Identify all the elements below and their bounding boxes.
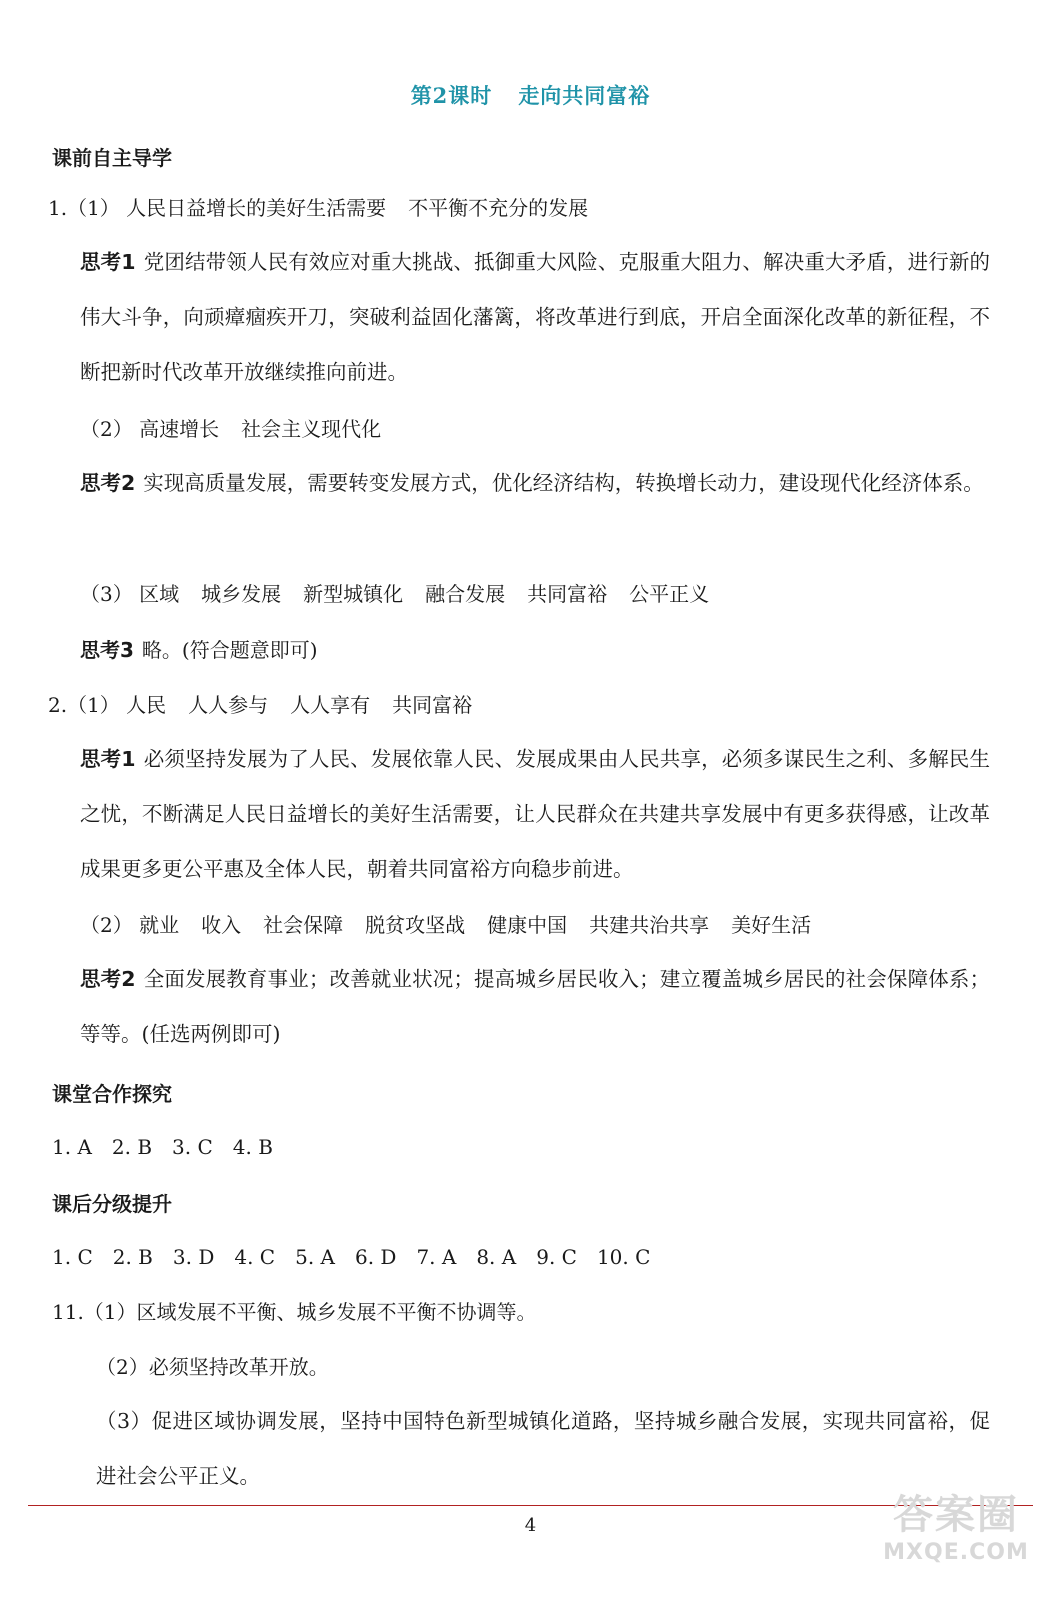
q1-part3 (80, 580, 731, 608)
watermark-logo (881, 1490, 1031, 1578)
q11-part3-text: 促进区域协调发展，坚持中国特色新型城镇化道路，坚持城乡融合发展，实现共同富裕，促进社会公平正义。 (96, 1409, 990, 1488)
q2-part1-item: 人人享有 (290, 693, 371, 717)
after-class-answers: 1. C 2. B 3. D 4. C 5. A 6. D 7. A 8. A 9. C 10. C (52, 1245, 651, 1269)
q11-part2-text: 必须坚持改革开放。 (148, 1355, 329, 1379)
q2-part2-item: 脱贫攻坚战 (365, 913, 466, 937)
q1-part3-item: 共同富裕 (527, 582, 608, 606)
q2-part1-item: 人人参与 (188, 693, 269, 717)
think-label: 思考1 (80, 747, 136, 771)
q1-part1-label: 1.（1） (48, 196, 120, 220)
think-label: 思考1 (80, 250, 136, 274)
q2-part1-item: 人民 (126, 693, 167, 717)
q1-think1 (80, 235, 990, 400)
think-text: 略。(符合题意即可) (141, 638, 318, 662)
page-number: 4 (524, 1515, 537, 1536)
think-text: 必须坚持发展为了人民、发展依靠人民、发展成果由人民共享，必须多谋民生之利、多解民生之忧，不断满足人民日益增长的美好生活需要，让人民群众在共建共享发展中有更多获得感，让改革成果更多更公平惠及全体人民，朝着共同富裕方向稳步前进。 (80, 747, 991, 881)
q2-part1-label: 2.（1） (48, 693, 120, 717)
q2-part2-item: 美好生活 (731, 913, 812, 937)
q2-part1-item: 共同富裕 (392, 693, 473, 717)
q1-part2-item: 高速增长 (139, 417, 220, 441)
q1-think2 (80, 456, 990, 511)
lesson-title (0, 80, 1061, 110)
q1-part2-label: （2） (80, 417, 133, 441)
think-label: 思考3 (80, 638, 134, 662)
q1-part3-label: （3） (80, 582, 133, 606)
q11-part1-label: 11.（1） (52, 1300, 137, 1324)
watermark-text: 答案圈 (893, 1492, 1019, 1538)
q1-part3-item: 公平正义 (629, 582, 710, 606)
think-label: 思考2 (80, 967, 136, 991)
q11-part1-text: 区域发展不平衡、城乡发展不平衡不协调等。 (136, 1300, 537, 1324)
section-after-class: 课后分级提升 (52, 1192, 172, 1216)
q2-part1 (48, 691, 494, 719)
lesson-number: 第2课时 (410, 83, 493, 108)
q2-think1 (80, 732, 990, 897)
q11-part2-label: （2） (96, 1355, 149, 1379)
lesson-name: 走向共同富裕 (518, 83, 651, 108)
section-in-class: 课堂合作探究 (52, 1082, 172, 1106)
think-label: 思考2 (80, 471, 136, 495)
q1-part3-item: 新型城镇化 (303, 582, 404, 606)
q1-part1-item: 人民日益增长的美好生活需要 (126, 196, 387, 220)
q2-part2-item: 社会保障 (263, 913, 344, 937)
q1-part3-item: 区域 (139, 582, 180, 606)
q11-part2 (96, 1353, 329, 1381)
watermark-url: MXQE.COM (883, 1540, 1029, 1565)
q2-part2-item: 健康中国 (487, 913, 568, 937)
q2-part2-item: 收入 (201, 913, 242, 937)
q1-part3-item: 城乡发展 (201, 582, 282, 606)
think-text: 实现高质量发展，需要转变发展方式，优化经济结构，转换增长动力，建设现代化经济体系。 (143, 471, 984, 495)
q1-think3 (80, 636, 318, 664)
q1-part1 (48, 194, 610, 222)
q11-part3 (96, 1394, 990, 1504)
q2-part2 (80, 911, 833, 939)
section-pre-class: 课前自主导学 (52, 146, 172, 170)
q11-part3-label: （3） (96, 1409, 152, 1433)
q2-part2-label: （2） (80, 913, 133, 937)
q11-part1 (52, 1298, 537, 1326)
q2-think2 (80, 952, 990, 1062)
q1-part2 (80, 415, 403, 443)
q1-part1-item: 不平衡不充分的发展 (408, 196, 589, 220)
think-text: 全面发展教育事业；改善就业状况；提高城乡居民收入；建立覆盖城乡居民的社会保障体系；等等。(任选两例即可) (80, 967, 991, 1046)
q1-part3-item: 融合发展 (425, 582, 506, 606)
q2-part2-item: 就业 (139, 913, 180, 937)
think-text: 党团结带领人民有效应对重大挑战、抵御重大风险、克服重大阻力、解决重大矛盾，进行新的伟大斗争，向顽瘴痼疾开刀，突破利益固化藩篱，将改革进行到底，开启全面深化改革的新征程，不断把新时代改革开放继续推向前进。 (80, 250, 991, 384)
q1-part2-item: 社会主义现代化 (241, 417, 382, 441)
in-class-answers: 1. A 2. B 3. C 4. B (52, 1135, 273, 1159)
q2-part2-item: 共建共治共享 (589, 913, 710, 937)
